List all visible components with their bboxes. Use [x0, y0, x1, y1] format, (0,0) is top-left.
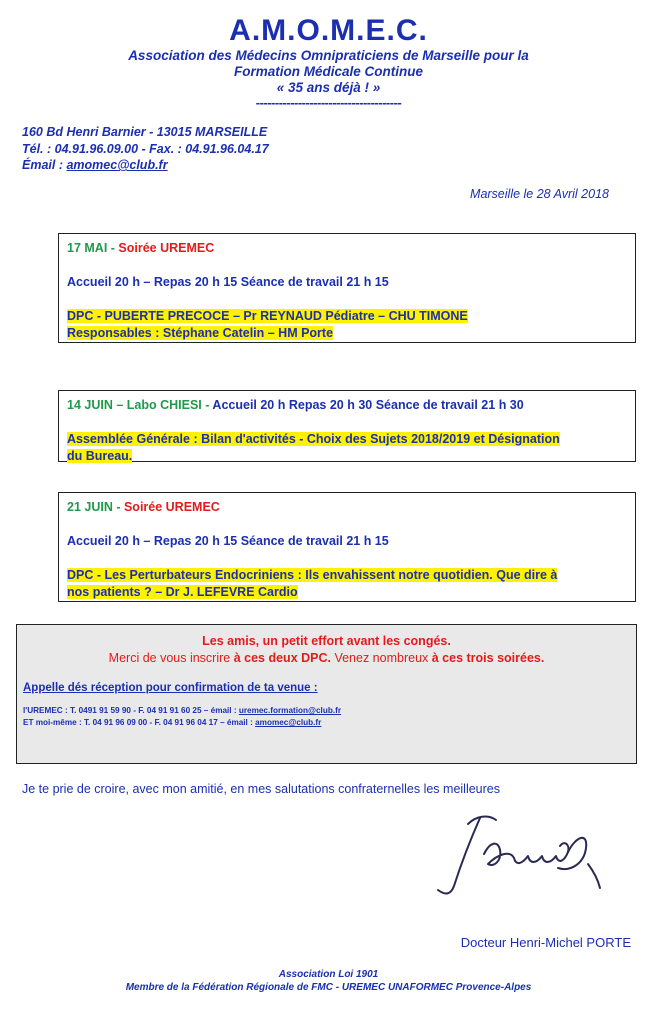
- event-box-21-juin: [58, 492, 636, 602]
- phone-fax: Tél. : 04.91.96.09.00 - Fax. : 04.91.96.04.17: [22, 141, 269, 156]
- closing-sentence: Je te prie de croire, avec mon amitié, en mes salutations confraternelles les meilleures: [22, 782, 500, 796]
- email-link[interactable]: amomec@club.fr: [66, 158, 168, 172]
- event-topic-row: [67, 308, 627, 325]
- organization-subtitle-line1: Association des Médecins Omnipraticiens de Marseille pour la: [128, 48, 529, 63]
- event-box-14-juin: [58, 390, 636, 462]
- personal-contact: [23, 717, 630, 729]
- confirmation-request: Appelle dés réception pour confirmation de ta venue :: [23, 682, 318, 694]
- uremec-contact: [23, 705, 630, 717]
- organization-title: A.M.O.M.E.C.: [229, 14, 428, 47]
- event-schedule: Accueil 20 h – Repas 20 h 15 Séance de travail 21 h 15: [67, 275, 389, 289]
- event-box-17-mai: [58, 233, 636, 343]
- personal-email-link[interactable]: amomec@club.fr: [255, 718, 322, 727]
- event-schedule: Accueil 20 h – Repas 20 h 15 Séance de travail 21 h 15: [67, 534, 389, 548]
- event-host: Soirée UREMEC: [123, 500, 220, 514]
- event-date: 14 JUIN – Labo CHIESI: [67, 398, 202, 412]
- event-topic: DPC - PUBERTE PRECOCE – Pr REYNAUD Pédiatre – CHU TIMONE: [67, 309, 468, 323]
- event-date: 21 JUIN: [67, 500, 113, 514]
- letterhead: [0, 14, 657, 110]
- event-host: Soirée UREMEC: [118, 241, 215, 255]
- event-topic-row: [67, 567, 627, 584]
- event-date: 17 MAI: [67, 241, 108, 255]
- event-heading: [67, 499, 627, 516]
- event-topic-row-2: [67, 448, 627, 465]
- signatory-name: Docteur Henri-Michel PORTE: [460, 935, 631, 950]
- personal-contact-text: ET moi-même : T. 04 91 96 09 00 - F. 04 91 96 04 17 – émail :: [23, 718, 256, 727]
- uremec-contact-text: l'UREMEC : T. 0491 91 59 90 - F. 04 91 91 60 25 – émail :: [23, 706, 239, 715]
- event-topic-row: [67, 431, 627, 448]
- event-responsables-row: [67, 325, 627, 342]
- footer-membership: Membre de la Fédération Régionale de FMC - UREMEC UNAFORMEC Provence-Alpes: [125, 982, 532, 993]
- letter-date: Marseille le 28 Avril 2018: [470, 187, 609, 201]
- notice-text-b: à ces deux DPC.: [233, 651, 331, 665]
- footer-legal-status: Association Loi 1901: [278, 969, 379, 980]
- event-heading: [67, 397, 627, 414]
- event-topic-line2: nos patients ? – Dr J. LEFEVRE Cardio: [67, 585, 298, 599]
- event-topic-row-2: [67, 584, 627, 601]
- header-divider: --------------------------------------: [255, 95, 402, 110]
- notice-message: [23, 650, 630, 667]
- event-schedule: Accueil 20 h Repas 20 h 30 Séance de travail 21 h 30: [212, 398, 524, 412]
- organization-subtitle-line2: Formation Médicale Continue: [233, 64, 423, 79]
- event-separator: -: [112, 500, 124, 514]
- event-topic-line1: Assemblée Générale : Bilan d'activités - Choix des Sujets 2018/2019 et Désignation: [67, 432, 560, 446]
- contact-block: [22, 124, 269, 174]
- organization-tagline: « 35 ans déjà ! »: [276, 80, 381, 95]
- event-separator: -: [107, 241, 119, 255]
- notice-box: [16, 624, 637, 764]
- event-topic-line2: du Bureau.: [67, 449, 133, 463]
- email-row: [22, 157, 269, 174]
- notice-headline: Les amis, un petit effort avant les congés.: [202, 634, 451, 648]
- notice-text-c: Venez nombreux: [330, 651, 432, 665]
- notice-text-d: à ces trois soirées.: [431, 651, 545, 665]
- handwritten-signature: [418, 806, 608, 901]
- event-topic-line1: DPC - Les Perturbateurs Endocriniens : Ils envahissent notre quotidien. Que dire à: [67, 568, 558, 582]
- notice-text-a: Merci de vous inscrire: [108, 651, 234, 665]
- uremec-email-link[interactable]: uremec.formation@club.fr: [238, 706, 342, 715]
- email-label: Émail :: [22, 158, 67, 172]
- event-separator: -: [201, 398, 213, 412]
- address: 160 Bd Henri Barnier - 13015 MARSEILLE: [22, 125, 268, 139]
- event-heading: [67, 240, 627, 257]
- event-responsables: Responsables : Stéphane Catelin – HM Porte: [67, 326, 334, 340]
- footer: [0, 968, 657, 994]
